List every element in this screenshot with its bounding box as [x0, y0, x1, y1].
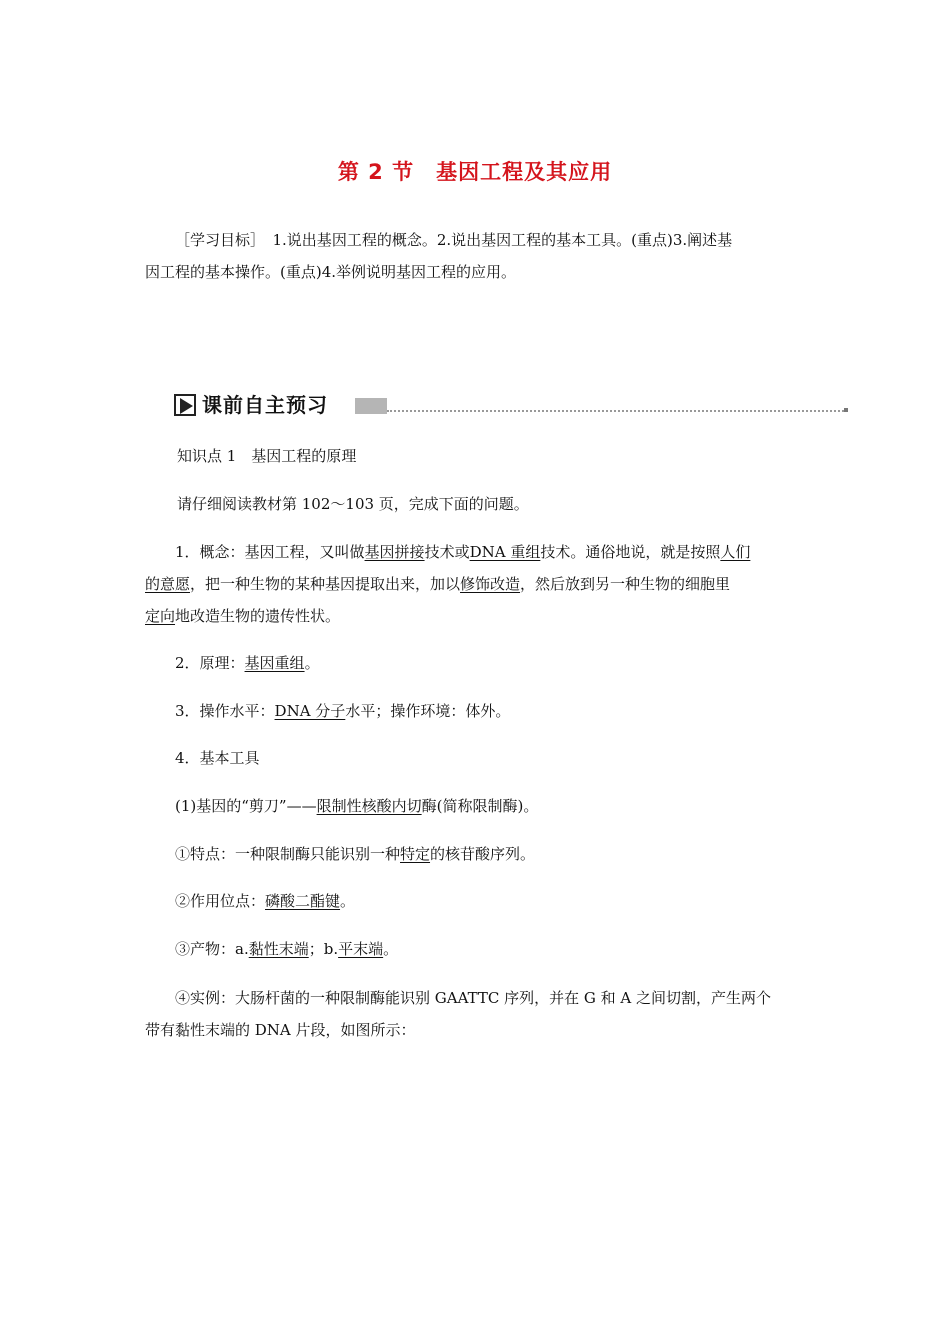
point-action-site: ②作用位点：磷酸二酯键。 [175, 892, 356, 910]
page-title [0, 156, 950, 186]
blank-answer: 基因拼接 [364, 543, 425, 561]
objectives-line-1: ［学习目标］ 1.说出基因工程的概念。2.说出基因工程的基本工具。(重点)3.阐述基 [175, 231, 733, 249]
item-basic-tools: 4．基本工具 [175, 749, 260, 767]
example-line-2: 带有黏性末端的 DNA 片段，如图所示： [145, 1021, 416, 1039]
blank-answer: 人们 [720, 543, 751, 561]
example-line-1: ④实例：大肠杆菌的一种限制酶能识别 GAATTC 序列，并在 G 和 A 之间切割，产生两个 [175, 989, 772, 1007]
item-concept: 1．概念：基因工程，又叫做基因拼接技术或DNA 重组技术。通俗地说，就是按照人们 的意愿，把一种生物的某种基因提取出来，加以修饰改造，然后放到另一种生物的细胞里 定向地改造生物的遗传性状。 [145, 543, 751, 625]
item-scissors: (1)基因的“剪刀”——限制性核酸内切酶(简称限制酶)。 [175, 797, 539, 815]
objectives-line-2: 因工程的基本操作。(重点)4.举例说明基因工程的应用。 [145, 263, 517, 281]
reading-instruction: 请仔细阅读教材第 102～103 页，完成下面的问题。 [177, 495, 529, 513]
blank-answer: DNA 分子 [274, 702, 346, 720]
blank-answer: 修饰改造 [460, 575, 521, 593]
section-number: 第 2 节 [337, 160, 415, 184]
section-header-label: 课前自主预习 [202, 393, 328, 417]
section-header [174, 390, 848, 420]
section-title: 基因工程及其应用 [436, 160, 613, 184]
item-principle: 2．原理：基因重组。 [175, 654, 320, 672]
blank-answer: 特定 [400, 845, 431, 863]
divider-end-dot [844, 408, 848, 412]
blank-answer: 黏性末端 [248, 940, 309, 958]
section-header-divider [387, 410, 848, 412]
point-products: ③产物：a.黏性末端；b.平末端。 [175, 940, 399, 958]
learning-objectives [145, 224, 810, 288]
blank-answer: 限制性核酸内切 [316, 797, 422, 815]
blank-answer: 的意愿 [145, 575, 191, 593]
point-example [145, 982, 810, 1046]
blank-answer: 磷酸二酯键 [265, 892, 341, 910]
item-operation-level: 3．操作水平：DNA 分子水平；操作环境：体外。 [175, 702, 511, 720]
blank-answer: 定向 [145, 607, 176, 625]
knowledge-point-heading: 知识点 1 基因工程的原理 [177, 447, 357, 465]
blank-answer: 基因重组 [244, 654, 305, 672]
point-feature: ①特点：一种限制酶只能识别一种特定的核苷酸序列。 [175, 845, 536, 863]
section-header-bar [355, 398, 387, 414]
arrow-icon [174, 394, 196, 416]
blank-answer: 平末端 [338, 940, 384, 958]
blank-answer: DNA 重组 [469, 543, 541, 561]
